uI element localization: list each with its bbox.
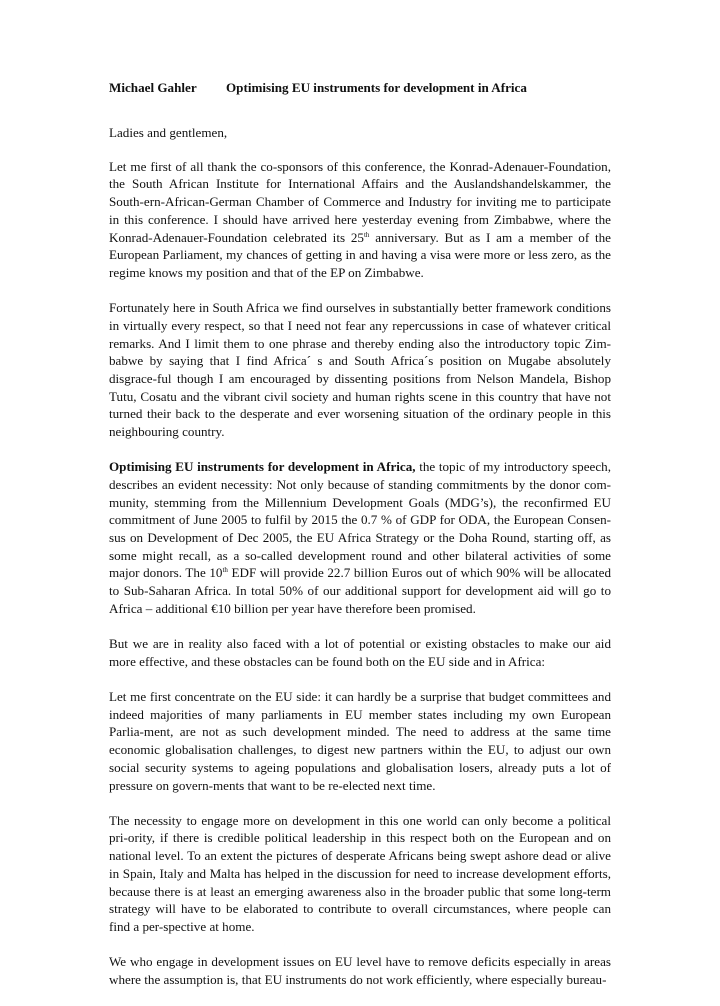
- document-body: [109, 124, 611, 1006]
- topic-lead: Optimising EU instruments for development in Africa,: [109, 459, 416, 475]
- ordinal-suffix: th: [363, 230, 370, 239]
- document-header: [109, 79, 527, 96]
- paragraph-deficits: We who engage in development issues on EU level have to remove deficits especially in areas where the assumption is, that EU instruments do not work efficiently, where especially bureau-: [109, 954, 611, 987]
- salutation: Ladies and gentlemen,: [109, 125, 228, 140]
- paragraph-political-priority: The necessity to engage more on development in this one world can only become a political pri-ority, if there is credible political leadership in this respect both on the European and on national level. To an extent the pictures of desperate Africans being swept ashore dead or alive in Spain, Italy and Malta has helped in the discussion for need to increase development efforts, because there is at least an emerging awareness also in the broader public that some long-term strategy will have to be elaborated to contribute to overall circumstances, where people can find a per-spective at home.: [109, 812, 611, 934]
- paragraph-obstacles: But we are in reality also faced with a lot of potential or existing obstacles to make our aid more effective, and these obstacles can be found both on the EU side and in Africa:: [109, 636, 611, 669]
- paragraph-topic-text-a: the topic of my introductory speech, describes an evident necessity: Not only because of standing commitments by the donor com-munity, stemming from the Millennium Development Goals (MDG’s), the reconfirmed EU commitment of June 2005 to fulfil by 2015 the 0.7 % of GDP for ODA, the European Consen-sus on Development of Dec 2005, the EU Africa Strategy or the Doha Round, starting off, as some might recall, as a so-called development round and other bilateral activities of some major donors. The 10: [109, 459, 611, 581]
- ordinal-suffix: th: [222, 566, 228, 575]
- paragraph-thanks-text-b: anniversary. But as I am a member of the European Parliament, my chances of getting in and having a visa were more or less zero, as the regime knows my position and that of the EP on Zimbabwe.: [109, 229, 611, 280]
- paragraph-thanks: [109, 158, 611, 282]
- paragraph-south-africa: Fortunately here in South Africa we find ourselves in substantially better framework conditions in virtually every respect, so that I need not fear any repercussions in case of whatever critical remarks. And I limit them to one phrase and thereby ending also the introductory topic Zim-babwe by saying that I find Africa´ s and South Africa´s position on Mugabe absolutely disgrace-ful though I am encouraged by dissenting positions from Nelson Mandela, Bishop Tutu, Cosatu and the vibrant civil society and human rights scene in this country that have not turned their back to the desperate and ever worsening situation of the ordinary people in this neighbouring country.: [109, 300, 611, 440]
- author-name: Michael Gahler: [109, 80, 197, 95]
- paragraph-eu-side: Let me first concentrate on the EU side: it can hardly be a surprise that budget committees and indeed majorities of many parliaments in EU member states including my own European Parlia-ment, are not as such development minded. The need to address at the same time economic globalisation challenges, to digest new partners within the EU, to adjust our own social security systems to ageing populations and globalisation losers, already puts a lot of pressure on govern-ments that want to be re-elected next time.: [109, 688, 611, 793]
- paragraph-thanks-text-a: Let me first of all thank the co-sponsors of this conference, the Konrad-Adenauer-Foundation, the South African Institute for International Affairs and the Auslandshandelskammer, the South-ern-African-German Chamber of Commerce and Industry for inviting me to participate in this conference. I should have arrived here yesterday evening from Zimbabwe, where the Konrad-Adenauer-Foundation celebrated its 25: [109, 158, 611, 245]
- paragraph-topic-text-b: EDF will provide 22.7 billion Euros out of which 90% will be allocated to Sub-Saharan Africa. In total 50% of our additional support for development aid will go to Africa – additional €10 billion per year have therefore been promised.: [109, 565, 611, 616]
- paragraph-topic: [109, 458, 611, 617]
- speech-title: Optimising EU instruments for development in Africa: [226, 80, 527, 95]
